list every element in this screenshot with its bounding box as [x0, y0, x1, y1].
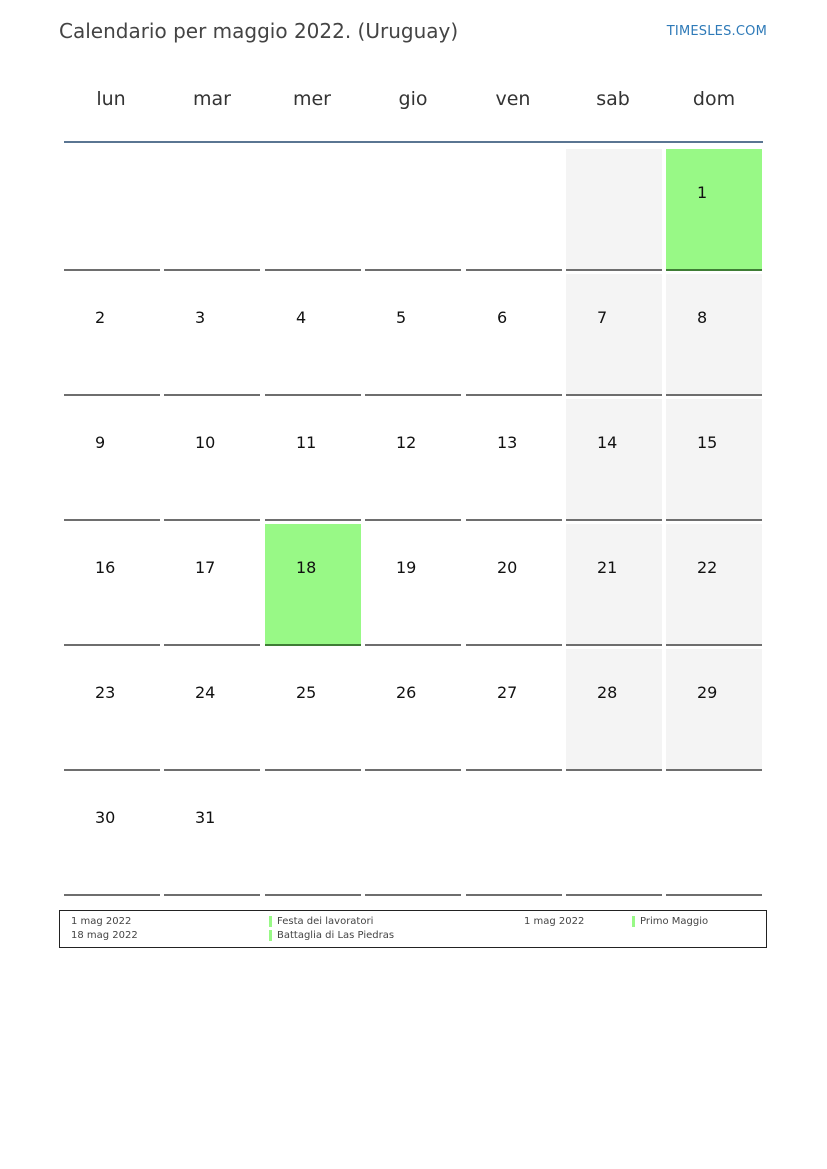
calendar-day-cell [164, 399, 260, 521]
day-number: 28 [597, 683, 618, 702]
calendar-day-cell [666, 649, 762, 771]
day-number: 14 [597, 433, 618, 452]
day-number: 25 [296, 683, 317, 702]
day-number: 15 [697, 433, 718, 452]
calendar-empty-cell [666, 774, 762, 896]
weekday-label: gio [398, 88, 428, 110]
calendar-day-cell [466, 649, 562, 771]
day-number: 7 [597, 308, 608, 327]
header-divider [64, 141, 763, 143]
calendar-day-cell [265, 649, 361, 771]
day-number: 4 [296, 308, 307, 327]
day-number: 6 [497, 308, 508, 327]
legend-color-marker [632, 916, 635, 927]
day-number: 1 [697, 183, 708, 202]
calendar-day-cell [365, 524, 461, 646]
day-number: 22 [697, 558, 718, 577]
calendar-empty-cell [365, 149, 461, 271]
calendar-day-cell [164, 524, 260, 646]
calendar-day-cell [265, 274, 361, 396]
calendar-day-cell [365, 274, 461, 396]
day-number: 17 [195, 558, 216, 577]
calendar-day-cell [64, 524, 160, 646]
calendar-empty-cell [466, 149, 562, 271]
day-number: 24 [195, 683, 216, 702]
calendar-empty-cell [265, 149, 361, 271]
calendar-empty-cell [466, 774, 562, 896]
day-number: 31 [195, 808, 216, 827]
calendar-empty-cell [265, 774, 361, 896]
day-number: 20 [497, 558, 518, 577]
day-number: 19 [396, 558, 417, 577]
day-number: 26 [396, 683, 417, 702]
day-number: 30 [95, 808, 116, 827]
calendar-empty-cell [164, 149, 260, 271]
holiday-legend [59, 910, 767, 948]
calendar-day-cell [466, 524, 562, 646]
day-number: 29 [697, 683, 718, 702]
calendar-day-cell [164, 274, 260, 396]
calendar-day-cell [164, 649, 260, 771]
calendar-day-cell [566, 524, 662, 646]
day-number: 9 [95, 433, 106, 452]
day-number: 8 [697, 308, 708, 327]
weekday-label: ven [495, 88, 531, 110]
legend-holiday-name: Primo Maggio [640, 916, 709, 927]
day-number: 12 [396, 433, 417, 452]
calendar-day-cell [265, 399, 361, 521]
legend-holiday-name: Battaglia di Las Piedras [277, 930, 395, 941]
calendar-empty-cell [566, 774, 662, 896]
legend-color-marker [269, 930, 272, 941]
calendar-day-cell [64, 649, 160, 771]
legend-date: 1 mag 2022 [524, 916, 585, 927]
calendar-day-cell [64, 774, 160, 896]
weekday-label: dom [692, 88, 736, 110]
legend-holiday-name: Festa dei lavoratori [277, 916, 374, 927]
page-title: Calendario per maggio 2022. (Uruguay) [59, 19, 459, 43]
day-number: 21 [597, 558, 618, 577]
calendar-day-cell [265, 524, 361, 646]
calendar-day-cell [666, 274, 762, 396]
day-number: 27 [497, 683, 518, 702]
day-number: 11 [296, 433, 317, 452]
calendar-day-cell [365, 399, 461, 521]
weekday-label: lun [96, 88, 126, 110]
weekday-label: mar [193, 88, 231, 110]
weekday-label: sab [596, 88, 630, 110]
day-number: 2 [95, 308, 106, 327]
day-number: 13 [497, 433, 518, 452]
calendar-day-cell [164, 774, 260, 896]
day-number: 16 [95, 558, 116, 577]
legend-color-marker [269, 916, 272, 927]
calendar-day-cell [64, 274, 160, 396]
day-number: 18 [296, 558, 317, 577]
calendar-empty-cell [64, 149, 160, 271]
calendar-day-cell [64, 399, 160, 521]
weekday-label: mer [292, 88, 331, 110]
calendar-day-cell [566, 399, 662, 521]
calendar-empty-cell [365, 774, 461, 896]
calendar-day-cell [666, 399, 762, 521]
calendar-day-cell [365, 649, 461, 771]
calendar-day-cell [466, 399, 562, 521]
calendar-day-cell [666, 524, 762, 646]
calendar-day-cell [566, 274, 662, 396]
brand-link[interactable]: TIMESLES.COM [666, 24, 767, 39]
calendar-empty-cell [566, 149, 662, 271]
calendar-day-cell [466, 274, 562, 396]
calendar-day-cell [666, 149, 762, 271]
legend-date: 1 mag 2022 [71, 916, 132, 927]
day-number: 3 [195, 308, 206, 327]
weekday-header-row [63, 88, 765, 120]
day-number: 23 [95, 683, 116, 702]
calendar-day-cell [566, 649, 662, 771]
day-number: 10 [195, 433, 216, 452]
day-number: 5 [396, 308, 407, 327]
legend-date: 18 mag 2022 [71, 930, 138, 941]
